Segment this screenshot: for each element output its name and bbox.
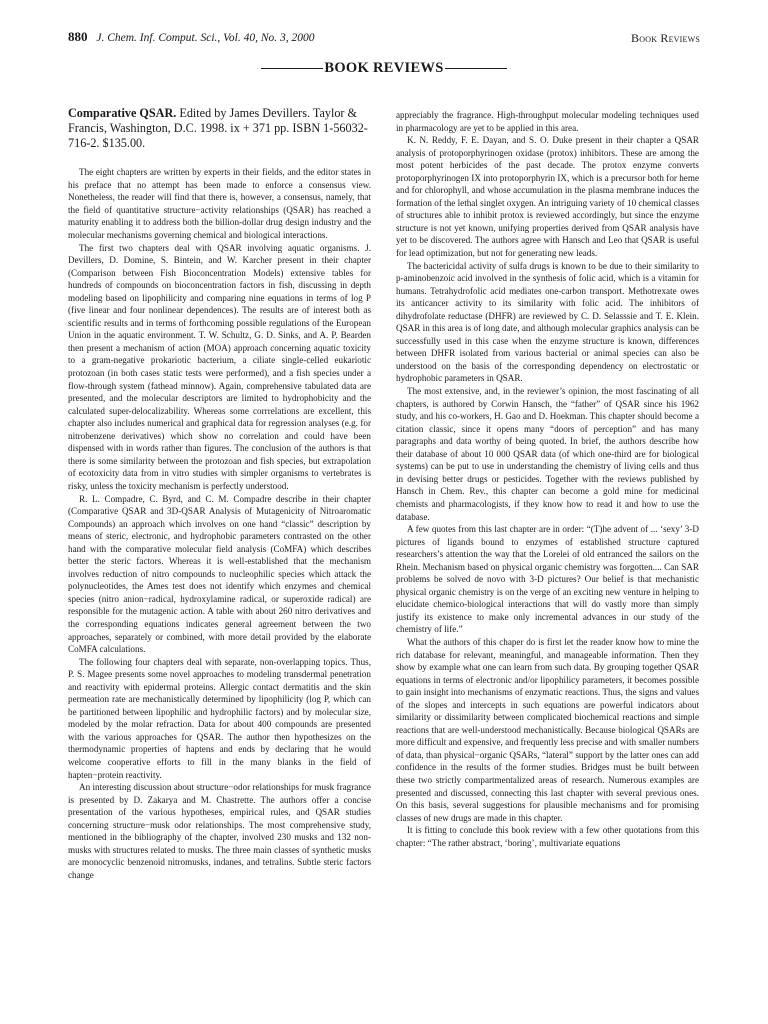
paragraph: The following four chapters deal with separate, non-overlapping topics. Thus, P. S. Magee presents some novel approaches to modeling transdermal penetration and reactivity with epidermal proteins. Allergic contact dermatitis and the skin permeation rate are mechanistically determined by lipophilicity (log P, which can be partitioned between lipophilic and hydrophilic factors) and by molecular size, modeled by the molar refraction. Data for about 400 compounds are presented with the various approaches for QSAR. The author then hypothesizes on the thermodynamic properties of haptens and ends by declaring that he would welcome cooperative efforts to fill in the many blanks in the field of hapten−protein reactivity. xyxy=(68,656,371,780)
book-citation xyxy=(68,106,371,151)
paragraph: R. L. Compadre, C. Byrd, and C. M. Compadre describe in their chapter (Comparative QSAR and 3D-QSAR Analysis of Mutagenicity of Nitroaromatic Compounds) an approach which involves on one hand “classic” description by means of steric, electronic, and hydrophobic parameters contrasted on the other hand with the comparative molecular field analysis (CoMFA) which describes better the steric factors. Whereas it is well-established that the mechanism involves reduction of nitro compounds to nucleophilic species which attack the polynucleotides, the Ames test does not identify which enzymes and chemical species (nitro anion−radical, hydroxylamine radical, or superoxide radical) are responsible for the mutagenic action. A table with about 260 nitro derivatives and the corresponding equations indicates general agreement between the two approaches, separately or combined, with more detail provided by the elaborate CoMFA calculations. xyxy=(68,493,371,655)
paragraph: K. N. Reddy, F. E. Dayan, and S. O. Duke present in their chapter a QSAR analysis of protoporphyrinogen oxidase (protox) inhibitors. These are among the most potent herbicides of the past decade. The protox enzyme converts protoporphyrinogen IX into protoporphyrin IX, which is a precursor both for heme and for chlorophyll, and whose accumulation in the plasma membrane induces the formation of the lethal singlet oxygen. An intriguing variety of 10 chemical classes of structures able to inhibit protox is reviewed accordingly, but since the enzyme structure is not yet known, unifying properties derived from QSAR analysis have yet to be discovered. The authors agree with Hansch and Leo that QSAR is useful for lead optimization, but not for generating new leads. xyxy=(396,135,699,259)
paragraph-continued: appreciably the fragrance. High-throughput molecular modeling techniques used in pharmacology are yet to be applied in this area. xyxy=(396,110,699,133)
journal-citation: J. Chem. Inf. Comput. Sci., Vol. 40, No. 3, 2000 xyxy=(96,32,315,44)
book-info: Edited by James Devillers. Taylor & Francis, Washington, D.C. 1998. ix + 371 pp. ISBN 1-56032-716-2. $135.00. xyxy=(68,106,368,151)
paragraph: The most extensive, and, in the reviewer’s opinion, the most fascinating of all chapters, is authored by Corwin Hansch, the “father” of QSAR since his 1962 study, and his co-workers, H. Gao and D. Hoekman. This chapter should become a citation classic, since it opens many “doors of perception” and has many paragraphs and data worthy of being quoted. In brief, the authors describe how their database of about 10 000 QSAR data (of which one-third are for biological systems) can be put to use in understanding the chemistry of living cells and thus in devising better drugs or pesticides. Together with the reviews published by Hansch in Chem. Rev., this chapter can become a gold mine for medicinal chemists and pharmacologists, if they know how to read it and how to use the database. xyxy=(396,386,699,522)
section-banner xyxy=(68,60,700,77)
book-title: Comparative QSAR. xyxy=(68,106,177,120)
right-column xyxy=(396,109,699,1014)
paragraph: What the authors of this chaper do is first let the reader know how to mine the rich database for relevant, meaningful, and manageable information. Then they show by example what one can learn from such data. By grouping together QSAR equations in terms of electronic and/or lipophilicy parameters, it becomes possible to gain insight into mechanisms of enzymatic reactions. Thus, the signs and values of the slopes and intercepts in such equations are powerful indicators about similarity or dissimilarity between complicated biochemical reactions and simple reactions that are well-understood mechanistically. Because biological QSARs are more difficult and expensive, and frequently less precise and with smaller numbers of data, than physical−organic QSARs, “lateral” support by the latter ones can add confidence in the results of the former studies. Bridges must be built between these two strictly compartmentalized areas of research. Numerous examples are presented and discussed, connecting this last chapter with several previous ones. On this basis, several suggestions for plausible mechanisms and for promising classes of new drugs are made in this chapter. xyxy=(396,636,699,823)
paragraph: The eight chapters are written by experts in their fields, and the editor states in his preface that no attempt has been made to enforce a consensus view. Nonetheless, the reader will find that there is, however, a consensus, namely, that the field of quantitative structure−activity relationships (QSAR) has reached a maturity enabling it to address both the billion-dollar drug design industry and the molecular mechanisms governing chemical and biological interactions. xyxy=(68,167,371,241)
paragraph: The first two chapters deal with QSAR involving aquatic organisms. J. Devillers, D. Domine, S. Bintein, and W. Karcher present in their chapter (Comparison between Fish Bioconcentration Models) extensive tables for hundreds of compounds on bioconcentration factors in fish, discussing in depth modeling based on lipophilicity and comparing nine equations in terms of log P (five linear and four nonlinear dependences). The results are of interest both as scientific results and in terms of forthcoming possible regulations of the European Union in the aquatic environment. T. W. Schultz, G. D. Sinks, and A. P. Bearden then present a mechanism of action (MOA) approach concerning aquatic toxicity to a gram-negative prokariotic bacterium, a ciliate single-celled eukariotic protozoan (in both cases static tests were performed), and a fish species under a flow-through system (fathead minnow). Again, comprehensive tabulated data are presented, and the molecular descriptors are limited to hydrophobicity and the calculated super-delocalizability. Whereas some corrrelations are excellent, this chapter also includes numerical and graphical data for regression analyses (e.g. for nitrobenzene derivatives) which show no correlation and could have been dispensed with in words rather than figures. The conclusion of the authors is that there is some similarity between the protozoan and fish species, but extrapolation of ecotoxicity data from in vitro studies with simpler organisms to vertebrates is risky, unless the toxicity mechanism is perfectly understood. xyxy=(68,242,371,491)
banner-rule-right xyxy=(445,68,507,69)
section-name: Book Reviews xyxy=(631,31,700,45)
page-number: 880 xyxy=(68,29,88,44)
paragraph: An interesting discussion about structure−odor relationships for musk fragrance is presented by D. Zakarya and M. Chastrette. The authors offer a concise presentation of the various hypotheses, empirical rules, and QSAR studies concerning structure−musk odor relationships. The most comprehensive study, mentioned in the bibliography of the chapter, involved 230 musks and 132 non-musks with structures related to musks. The three main classes of synthetic musks are monocyclic benzenoid nitromusks, indanes, and tetralins. Subtle steric factors change xyxy=(68,782,371,880)
paragraph: A few quotes from this last chapter are in order: “(T)he advent of ... ‘sexy’ 3-D pictures of ligands bound to enzymes of established structure captured researchers’s attention the way that the Lorelei of old entranced the sailors on the Rhein. Mechanism based on physical organic chemistry was forgotten.... Can SAR problems be solved de novo with 3-D pictures? Our belief is that mechanistic physical organic chemistry is on the verge of an exciting new venture in helping to elucidate chemico-biological interactions that will do vastly more than simply justify its existence to make only incremental advances in our study of the chemistry of life.” xyxy=(396,524,699,635)
running-head xyxy=(68,30,700,45)
paragraph: The bactericidal activity of sulfa drugs is known to be due to their similarity to p-aminobenzoic acid involved in the synthesis of folic acid, which is a vitamin for humans. Tetrahydrofolic acid mediates one-carbon transport. Methotrexate owes its anticancer activity to its similarity with folic acid. The inhibitors of dihydrofolate reductase (DHFR) are reviewed by C. D. Selasssie and T. E. Klein. QSAR in this area is of long date, and although molecular graphics analysis can be successfully used in this case when the enzyme structure is known, differences between DHFR isolated from various bacterial or animal species can also be understood on the basis of the corresponding dependency on electrostatic or hydrophobic parameters in QSAR. xyxy=(396,260,699,384)
paragraph: It is fitting to conclude this book review with a few other quotations from this chapter: “The rather abstract, ‘boring’, multivariate equations xyxy=(396,825,699,848)
left-column xyxy=(68,106,371,1011)
banner-rule-left xyxy=(261,68,323,69)
banner-title: BOOK REVIEWS xyxy=(324,60,444,76)
